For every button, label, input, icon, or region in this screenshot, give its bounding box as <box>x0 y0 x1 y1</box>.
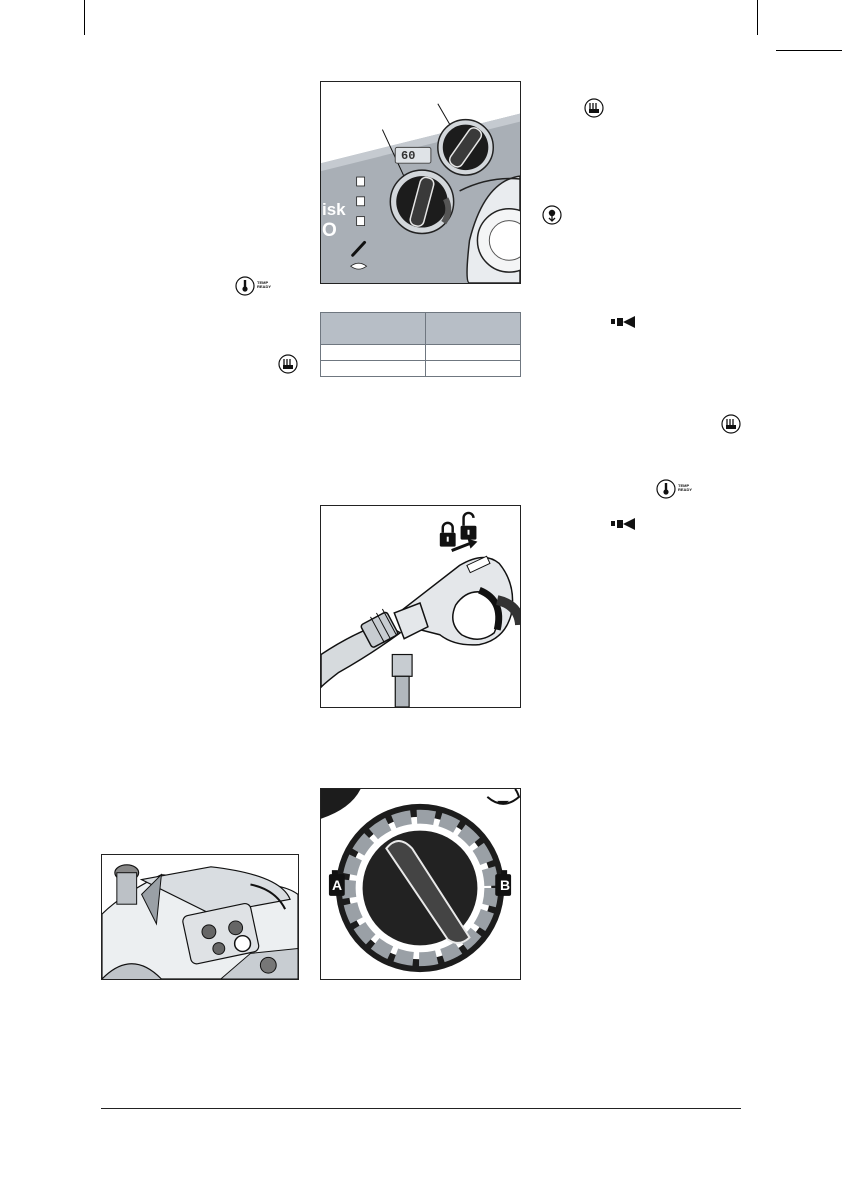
crop-mark-top-right-vertical <box>757 0 758 35</box>
spray-gun-lock-figure <box>320 505 521 708</box>
temp-ready-label-line2: READY <box>257 284 272 289</box>
machine-hose-connection-figure <box>101 854 299 980</box>
thermometer-temp-ready-icon <box>235 276 279 296</box>
control-panel-figure <box>320 81 521 284</box>
heating-coil-icon <box>278 354 298 374</box>
detergent-selector-figure <box>320 788 521 980</box>
nozzle-spray-icon <box>611 518 637 530</box>
table-cell <box>321 361 426 377</box>
oil-can-icon <box>484 789 520 815</box>
table-cell <box>426 345 521 361</box>
specification-table <box>320 312 521 377</box>
heating-coil-icon <box>721 414 741 434</box>
thermometer-temp-ready-icon <box>656 479 700 499</box>
detergent-label-b: B <box>500 877 511 893</box>
pump-motor-icon <box>542 205 562 225</box>
detergent-label-a: A <box>332 877 343 893</box>
temperature-display-value: 60 <box>401 149 416 163</box>
table-header-cell <box>321 313 426 345</box>
footer-divider <box>101 1108 741 1109</box>
table-cell <box>426 361 521 377</box>
brand-fragment-top: isk <box>322 200 346 219</box>
table-header-row <box>321 313 521 345</box>
brand-fragment-bottom: O <box>322 220 337 241</box>
temp-ready-label-line1: TEMP <box>257 280 269 285</box>
heating-coil-icon <box>584 98 604 118</box>
table-header-cell <box>426 313 521 345</box>
table-row <box>321 345 521 361</box>
temp-ready-label-line1: TEMP <box>678 483 690 488</box>
temp-ready-label-line2: READY <box>678 487 693 492</box>
table-cell <box>321 345 426 361</box>
nozzle-spray-icon <box>611 316 637 328</box>
crop-mark-top-left-vertical <box>84 0 85 35</box>
table-row <box>321 361 521 377</box>
crop-mark-top-right-horizontal <box>776 50 842 51</box>
